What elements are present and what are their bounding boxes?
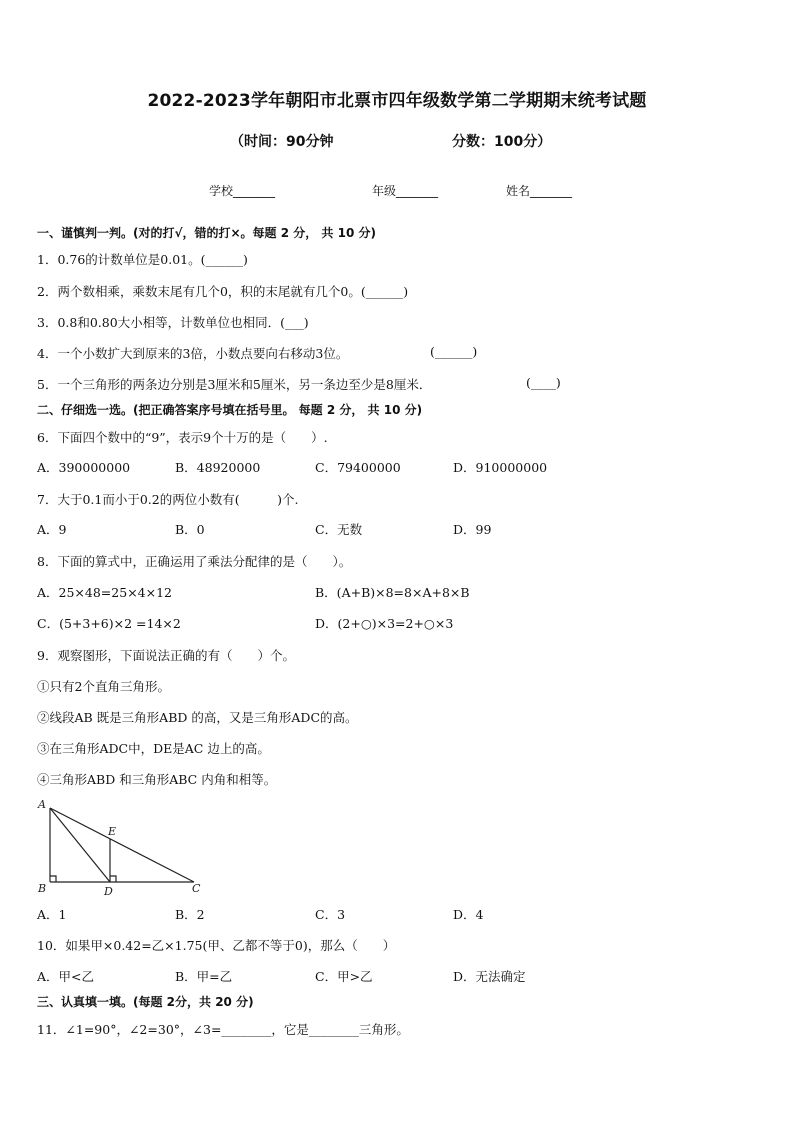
q6-option-a: A．390000000 [37,460,131,475]
question-5: 5．一个三角形的两条边分别是3厘米和5厘米，另一条边至少是8厘米． [37,377,432,392]
name-field: 姓名_______ [506,184,573,198]
question-7: 7．大于0.1而小于0.2的两位小数有( )个. [37,492,299,507]
q9-option-d: D．4 [453,907,484,922]
q9-option-b: B．2 [175,907,205,922]
question-10: 10．如果甲×0.42=乙×1.75(甲、乙都不等于0)，那么（ ） [37,938,396,953]
q10-option-c: C．甲>乙 [315,969,373,984]
q8-option-c: C．(5+3+6)×2 =14×2 [37,616,181,631]
q8-option-a: A．25×48=25×4×12 [37,585,172,600]
question-1: 1．0.76的计数单位是0.01。(______) [37,252,248,267]
q7-option-c: C．无数 [315,522,363,537]
q9-statement-2: ②线段AB 既是三角形ABD 的高，又是三角形ADC的高。 [37,710,358,725]
q9-option-c: C．3 [315,907,346,922]
right-angle-mark-b [50,876,56,882]
question-8: 8．下面的算式中，正确运用了乘法分配律的是（ ）。 [37,554,352,569]
q9-statement-4: ④三角形ABD 和三角形ABC 内角和相等。 [37,772,277,787]
q10-option-b: B．甲=乙 [175,969,233,984]
page-title: 2022-2023学年朝阳市北票市四年级数学第二学期期末统考试题 [147,91,647,111]
exam-score: 分数：100分） [452,134,552,150]
section-2-heading: 二、仔细选一选。(把正确答案序号填在括号里。 每题 2 分， 共 10 分) [37,403,423,417]
question-4-blank: (______) [430,344,478,359]
q9-option-a: A．1 [37,907,67,922]
question-2: 2．两个数相乘，乘数末尾有几个0，积的末尾就有几个0。(______) [37,284,409,299]
q10-option-a: A．甲<乙 [37,969,95,984]
grade-field: 年级_______ [372,184,439,198]
q7-option-d: D．99 [453,522,492,537]
q8-option-d: D．(2+○)×3=2+○×3 [315,616,454,631]
q10-option-d: D．无法确定 [453,969,526,984]
q9-statement-1: ①只有2个直角三角形。 [37,679,170,694]
exam-time: （时间：90分钟 [230,134,334,150]
right-angle-mark-d [110,876,116,882]
q8-option-b: B．(A+B)×8=8×A+8×B [315,585,470,600]
q6-option-c: C．79400000 [315,460,401,475]
q6-option-d: D．910000000 [453,460,548,475]
q6-option-b: B．48920000 [175,460,261,475]
section-3-heading: 三、认真填一填。(每题 2分，共 20 分) [37,995,254,1009]
q9-statement-3: ③在三角形ADC中，DE是AC 边上的高。 [37,741,270,756]
question-11: 11．∠1=90°，∠2=30°，∠3=________，它是________三角形。 [37,1022,409,1037]
section-1-heading: 一、谨慎判一判。(对的打√，错的打×。每题 2 分， 共 10 分) [37,226,376,240]
label-d: D [104,885,113,896]
label-b: B [38,882,47,895]
school-field: 学校_______ [209,184,276,198]
triangle-figure [34,796,209,896]
question-6: 6．下面四个数中的“9”，表示9个十万的是（ ）. [37,430,328,445]
q7-option-b: B．0 [175,522,205,537]
question-3: 3．0.8和0.80大小相等，计数单位也相同．(___) [37,315,309,330]
label-e: E [108,825,117,838]
segment-ac [50,808,194,882]
question-5-blank: (____) [526,375,561,390]
question-4: 4．一个小数扩大到原来的3倍，小数点要向右移动3位。 [37,346,349,361]
label-a: A [38,798,46,811]
label-c: C [192,882,201,895]
segment-ad [50,808,110,882]
q7-option-a: A．9 [37,522,67,537]
question-9: 9．观察图形，下面说法正确的有（ ）个。 [37,648,295,663]
